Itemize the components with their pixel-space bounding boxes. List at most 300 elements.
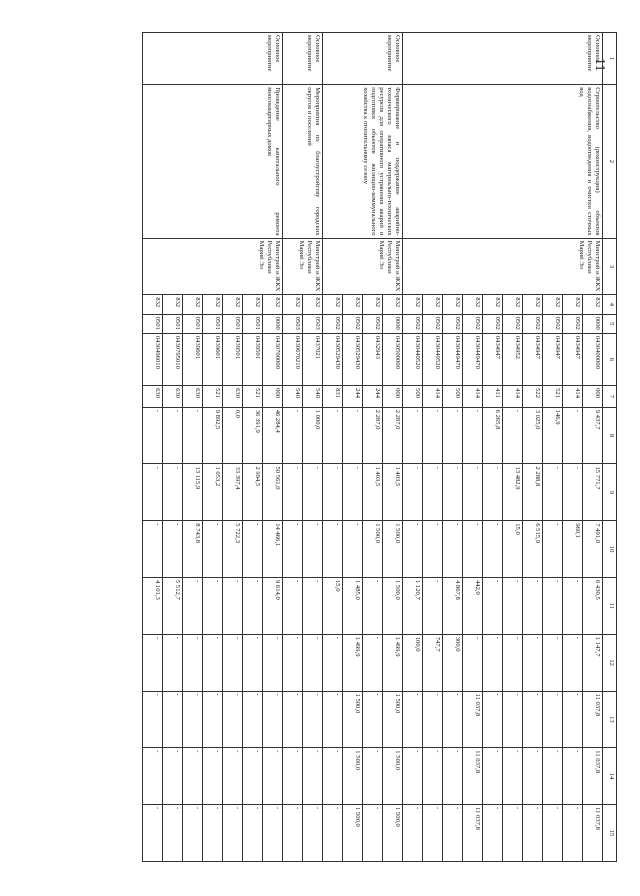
- amount-cell: -: [343, 407, 363, 464]
- budget-code-cell: 0430449470: [443, 333, 463, 385]
- amount-cell: -: [563, 691, 583, 748]
- amount-cell: -: [323, 464, 343, 521]
- amount-cell: 0,0: [223, 407, 243, 464]
- amount-cell: -: [443, 521, 463, 578]
- budget-code-cell: 0432943: [363, 333, 383, 385]
- amount-cell: -: [223, 634, 243, 691]
- amount-cell: 1 499,9: [343, 634, 363, 691]
- amount-cell: -: [363, 634, 383, 691]
- amount-cell: -: [203, 634, 223, 691]
- amount-cell: -: [223, 691, 243, 748]
- amount-cell: 33 397,4: [223, 464, 243, 521]
- budget-code-cell: 832: [283, 295, 303, 314]
- budget-code-cell: 521: [243, 386, 263, 408]
- amount-cell: -: [323, 407, 343, 464]
- amount-cell: -: [543, 464, 563, 521]
- amount-cell: -: [543, 521, 563, 578]
- activity-type: Основное мероприятие: [403, 33, 603, 85]
- amount-cell: 9 892,5: [203, 407, 223, 464]
- amount-cell: -: [143, 805, 163, 862]
- amount-cell: -: [243, 691, 263, 748]
- amount-cell: -: [303, 748, 323, 805]
- budget-code-cell: 0502: [403, 314, 423, 333]
- budget-code-cell: 0501: [223, 314, 243, 333]
- amount-cell: -: [463, 407, 483, 464]
- amount-cell: -: [263, 691, 283, 748]
- amount-cell: -: [403, 464, 423, 521]
- amount-cell: -: [283, 521, 303, 578]
- amount-cell: 960,1: [563, 521, 583, 578]
- budget-code-cell: 0000: [263, 314, 283, 333]
- responsible-agency: Минстрой и ЖКХ Республики Марий Эл: [323, 238, 403, 295]
- column-header: 10: [603, 521, 617, 578]
- amount-cell: -: [443, 691, 463, 748]
- budget-code-cell: 832: [583, 295, 603, 314]
- amount-cell: 1 053,2: [203, 464, 223, 521]
- budget-code-cell: 0434947: [483, 333, 503, 385]
- amount-cell: -: [523, 748, 543, 805]
- amount-cell: -: [303, 634, 323, 691]
- amount-cell: -: [143, 464, 163, 521]
- amount-cell: -: [323, 691, 343, 748]
- amount-cell: 1 485,0: [343, 577, 363, 634]
- budget-code-cell: 832: [483, 295, 503, 314]
- amount-cell: 11 037,8: [463, 748, 483, 805]
- amount-cell: 11 037,8: [583, 748, 603, 805]
- amount-cell: -: [183, 634, 203, 691]
- amount-cell: -: [543, 748, 563, 805]
- amount-cell: -: [243, 634, 263, 691]
- amount-cell: 442,0: [463, 577, 483, 634]
- budget-code-cell: 0502: [463, 314, 483, 333]
- budget-code-cell: 0502: [423, 314, 443, 333]
- amount-cell: -: [163, 634, 183, 691]
- amount-cell: -: [143, 748, 163, 805]
- amount-cell: 5 722,3: [223, 521, 243, 578]
- amount-cell: 13 115,9: [183, 464, 203, 521]
- budget-table: [142, 32, 617, 862]
- activity-name: Строительство (реконструкция) объектов водоснабжения, водоотведения и очистки сточных вод: [403, 85, 603, 238]
- amount-cell: 1 500,0: [383, 805, 403, 862]
- amount-cell: -: [523, 805, 543, 862]
- amount-cell: 7 491,0: [583, 521, 603, 578]
- amount-cell: -: [183, 691, 203, 748]
- budget-code-cell: 414: [503, 386, 523, 408]
- budget-code-cell: 832: [223, 295, 243, 314]
- amount-cell: 1 403,5: [363, 464, 383, 521]
- amount-cell: 8 743,8: [183, 521, 203, 578]
- budget-code-cell: 0000: [583, 314, 603, 333]
- budget-code-cell: 414: [463, 386, 483, 408]
- budget-code-cell: 000: [383, 386, 403, 408]
- amount-cell: 1 403,5: [383, 464, 403, 521]
- budget-code-cell: 832: [163, 295, 183, 314]
- amount-cell: -: [523, 577, 543, 634]
- amount-cell: 1 500,0: [343, 805, 363, 862]
- budget-code-cell: 0502: [323, 314, 343, 333]
- column-header: 12: [603, 634, 617, 691]
- budget-code-cell: 244: [363, 386, 383, 408]
- budget-code-cell: 832: [263, 295, 283, 314]
- column-header: 15: [603, 805, 617, 862]
- budget-code-cell: 0430449520: [403, 333, 423, 385]
- budget-code-cell: 0439501: [243, 333, 263, 385]
- amount-cell: -: [363, 748, 383, 805]
- budget-code-cell: 832: [523, 295, 543, 314]
- amount-cell: -: [243, 805, 263, 862]
- amount-cell: 50 561,0: [263, 464, 283, 521]
- table-row: [583, 33, 603, 862]
- amount-cell: -: [463, 521, 483, 578]
- amount-cell: -: [483, 577, 503, 634]
- rotated-sheet: [87, 32, 617, 862]
- budget-code-cell: 521: [203, 386, 223, 408]
- amount-cell: 2 287,0: [363, 407, 383, 464]
- amount-cell: -: [403, 521, 423, 578]
- budget-code-cell: 0502: [523, 314, 543, 333]
- amount-cell: -: [343, 464, 363, 521]
- amount-cell: 6 515,9: [523, 521, 543, 578]
- amount-cell: 2 994,5: [243, 464, 263, 521]
- budget-code-cell: 0434947: [563, 333, 583, 385]
- amount-cell: -: [463, 464, 483, 521]
- amount-cell: -: [183, 577, 203, 634]
- amount-cell: -: [283, 407, 303, 464]
- budget-code-cell: 831: [323, 386, 343, 408]
- budget-code-cell: 0430795010: [163, 333, 183, 385]
- budget-code-cell: 0437021: [303, 333, 323, 385]
- amount-cell: -: [563, 748, 583, 805]
- amount-cell: -: [483, 748, 503, 805]
- amount-cell: -: [263, 634, 283, 691]
- amount-cell: -: [543, 691, 563, 748]
- budget-code-cell: 540: [283, 386, 303, 408]
- amount-cell: -: [423, 805, 443, 862]
- amount-cell: 14 466,1: [263, 521, 283, 578]
- amount-cell: -: [563, 464, 583, 521]
- amount-cell: -: [503, 805, 523, 862]
- amount-cell: 11 037,8: [463, 691, 483, 748]
- amount-cell: -: [283, 577, 303, 634]
- table-header: [603, 33, 617, 862]
- budget-code-cell: 0502: [483, 314, 503, 333]
- budget-code-cell: 630: [223, 386, 243, 408]
- amount-cell: -: [443, 805, 463, 862]
- budget-code-cell: 521: [543, 386, 563, 408]
- budget-code-cell: 832: [383, 295, 403, 314]
- table-row: [303, 33, 323, 862]
- amount-cell: -: [463, 634, 483, 691]
- amount-cell: 1 499,9: [383, 634, 403, 691]
- amount-cell: 4 867,8: [443, 577, 463, 634]
- amount-cell: -: [303, 691, 323, 748]
- amount-cell: -: [163, 407, 183, 464]
- activity-type: Основное мероприятие: [283, 33, 323, 85]
- column-header: 2: [603, 85, 617, 238]
- budget-code-cell: 832: [243, 295, 263, 314]
- amount-cell: -: [303, 521, 323, 578]
- amount-cell: 11 037,8: [583, 691, 603, 748]
- amount-cell: -: [403, 691, 423, 748]
- budget-code-cell: 0430529430: [323, 333, 343, 385]
- amount-cell: -: [323, 634, 343, 691]
- amount-cell: 9 437,7: [583, 407, 603, 464]
- budget-code-cell: 000: [263, 386, 283, 408]
- amount-cell: -: [283, 634, 303, 691]
- amount-cell: -: [323, 805, 343, 862]
- budget-code-cell: 832: [543, 295, 563, 314]
- amount-cell: -: [143, 521, 163, 578]
- amount-cell: 1 500,0: [383, 748, 403, 805]
- amount-cell: -: [523, 691, 543, 748]
- page-number: 11: [592, 58, 607, 72]
- amount-cell: -: [263, 748, 283, 805]
- budget-code-cell: 832: [443, 295, 463, 314]
- budget-code-cell: 832: [323, 295, 343, 314]
- amount-cell: -: [183, 805, 203, 862]
- amount-cell: -: [163, 691, 183, 748]
- budget-code-cell: 0502: [503, 314, 523, 333]
- column-header: 14: [603, 748, 617, 805]
- budget-code-cell: 832: [463, 295, 483, 314]
- column-header: 6: [603, 333, 617, 385]
- budget-code-cell: 411: [483, 386, 503, 408]
- budget-code-cell: 414: [563, 386, 583, 408]
- amount-cell: -: [563, 407, 583, 464]
- amount-cell: -: [483, 805, 503, 862]
- amount-cell: -: [203, 748, 223, 805]
- amount-cell: 4 101,3: [143, 577, 163, 634]
- column-header: 5: [603, 314, 617, 333]
- amount-cell: -: [303, 577, 323, 634]
- responsible-agency: Минстрой и ЖКХ Республики Марий Эл: [403, 238, 603, 295]
- amount-cell: 36 391,9: [243, 407, 263, 464]
- budget-code-cell: 0503: [283, 314, 303, 333]
- column-header: 3: [603, 238, 617, 295]
- table-body: [143, 33, 603, 862]
- amount-cell: -: [503, 691, 523, 748]
- amount-cell: -: [503, 577, 523, 634]
- budget-code-cell: 0430449520: [423, 333, 443, 385]
- amount-cell: -: [563, 634, 583, 691]
- column-header: 4: [603, 295, 617, 314]
- amount-cell: -: [423, 748, 443, 805]
- amount-cell: 1 120,7: [403, 577, 423, 634]
- amount-cell: -: [283, 805, 303, 862]
- amount-cell: -: [143, 691, 163, 748]
- amount-cell: 5 512,7: [163, 577, 183, 634]
- amount-cell: -: [223, 748, 243, 805]
- amount-cell: -: [183, 748, 203, 805]
- amount-cell: -: [543, 805, 563, 862]
- amount-cell: -: [143, 407, 163, 464]
- budget-code-cell: 0501: [203, 314, 223, 333]
- amount-cell: -: [503, 748, 523, 805]
- amount-cell: -: [243, 577, 263, 634]
- budget-code-cell: 832: [303, 295, 323, 314]
- amount-cell: -: [203, 521, 223, 578]
- amount-cell: -: [163, 805, 183, 862]
- amount-cell: -: [443, 748, 463, 805]
- budget-code-cell: 244: [343, 386, 363, 408]
- amount-cell: -: [203, 691, 223, 748]
- amount-cell: -: [343, 521, 363, 578]
- budget-code-cell: 0430700000: [263, 333, 283, 385]
- activity-type: Основное мероприятие: [323, 33, 403, 85]
- budget-code-cell: 0434947: [543, 333, 563, 385]
- amount-cell: -: [143, 634, 163, 691]
- budget-code-cell: 0434952: [503, 333, 523, 385]
- amount-cell: 2 288,8: [523, 464, 543, 521]
- amount-cell: 1 500,0: [383, 691, 403, 748]
- responsible-agency: Минстрой и ЖКХ Республики Марий Эл: [283, 238, 323, 295]
- budget-code-cell: 0434947: [523, 333, 543, 385]
- amount-cell: -: [223, 577, 243, 634]
- column-header: 8: [603, 407, 617, 464]
- amount-cell: 46 284,4: [263, 407, 283, 464]
- amount-cell: -: [263, 805, 283, 862]
- budget-code-cell: 832: [563, 295, 583, 314]
- amount-cell: -: [163, 521, 183, 578]
- amount-cell: -: [563, 805, 583, 862]
- budget-code-cell: 0501: [143, 314, 163, 333]
- amount-cell: -: [243, 748, 263, 805]
- column-header: 13: [603, 691, 617, 748]
- amount-cell: -: [363, 805, 383, 862]
- budget-code-cell: 0439501: [223, 333, 243, 385]
- amount-cell: -: [163, 464, 183, 521]
- amount-cell: -: [303, 464, 323, 521]
- activity-name: Формирование и поддержание аварийно-технического запаса материально-технических ресурсов для оперативного устранения аварий и подготовки объектов жилищно-коммунального хозяйства к отопительному сезону: [323, 85, 403, 238]
- amount-cell: -: [423, 691, 443, 748]
- budget-code-cell: 832: [423, 295, 443, 314]
- amount-cell: -: [403, 805, 423, 862]
- budget-code-cell: 0501: [163, 314, 183, 333]
- amount-cell: -: [443, 464, 463, 521]
- amount-cell: -: [323, 748, 343, 805]
- amount-cell: -: [323, 521, 343, 578]
- amount-cell: 1 147,7: [583, 634, 603, 691]
- amount-cell: 11 037,8: [463, 805, 483, 862]
- amount-cell: -: [283, 691, 303, 748]
- amount-cell: -: [403, 407, 423, 464]
- budget-code-cell: 832: [343, 295, 363, 314]
- amount-cell: -: [503, 407, 523, 464]
- budget-code-cell: 0501: [243, 314, 263, 333]
- budget-code-cell: 0502: [443, 314, 463, 333]
- amount-cell: 6 430,5: [583, 577, 603, 634]
- amount-cell: -: [483, 634, 503, 691]
- amount-cell: -: [483, 521, 503, 578]
- amount-cell: -: [523, 634, 543, 691]
- amount-cell: -: [423, 521, 443, 578]
- activity-name: Проведение капитального ремонта многоквартирных домов: [143, 85, 283, 238]
- amount-cell: 146,9: [543, 407, 563, 464]
- amount-cell: -: [243, 521, 263, 578]
- amount-cell: -: [543, 577, 563, 634]
- amount-cell: 15 771,7: [583, 464, 603, 521]
- amount-cell: -: [363, 577, 383, 634]
- budget-code-cell: 832: [143, 295, 163, 314]
- column-header: 1: [603, 33, 617, 85]
- budget-code-cell: 630: [143, 386, 163, 408]
- budget-code-cell: 832: [203, 295, 223, 314]
- budget-code-cell: 0439601: [183, 333, 203, 385]
- budget-code-cell: 0430400000: [583, 333, 603, 385]
- budget-code-cell: 522: [523, 386, 543, 408]
- budget-code-cell: 630: [183, 386, 203, 408]
- budget-code-cell: 0502: [563, 314, 583, 333]
- budget-code-cell: 832: [503, 295, 523, 314]
- amount-cell: 15,0: [503, 521, 523, 578]
- amount-cell: 13 482,9: [503, 464, 523, 521]
- activity-name: Мероприятия по благоустройству городских округов и поселений: [283, 85, 323, 238]
- amount-cell: -: [563, 577, 583, 634]
- budget-code-cell: 0430529430: [343, 333, 363, 385]
- budget-code-cell: 0503: [303, 314, 323, 333]
- budget-code-cell: 000: [583, 386, 603, 408]
- amount-cell: -: [283, 464, 303, 521]
- budget-code-cell: 0501: [183, 314, 203, 333]
- column-header: 9: [603, 464, 617, 521]
- amount-cell: 747,7: [423, 634, 443, 691]
- amount-cell: 2 287,0: [383, 407, 403, 464]
- budget-code-cell: 832: [363, 295, 383, 314]
- amount-cell: -: [203, 577, 223, 634]
- amount-cell: 9 614,0: [263, 577, 283, 634]
- budget-code-cell: 414: [423, 386, 443, 408]
- budget-code-cell: 0502: [343, 314, 363, 333]
- budget-code-cell: 0430496010: [143, 333, 163, 385]
- budget-code-cell: 0439601: [203, 333, 223, 385]
- budget-code-cell: 0000: [383, 314, 403, 333]
- amount-cell: 100,0: [403, 634, 423, 691]
- amount-cell: -: [443, 407, 463, 464]
- amount-cell: 6 265,8: [483, 407, 503, 464]
- responsible-agency: Минстрой и ЖКХ Республики Марий Эл: [143, 238, 283, 295]
- budget-code-cell: 832: [403, 295, 423, 314]
- amount-cell: -: [203, 805, 223, 862]
- budget-code-cell: 500: [443, 386, 463, 408]
- amount-cell: -: [423, 407, 443, 464]
- amount-cell: -: [163, 748, 183, 805]
- budget-code-cell: 0502: [543, 314, 563, 333]
- amount-cell: 1 500,0: [383, 521, 403, 578]
- column-header: 7: [603, 386, 617, 408]
- budget-code-cell: 0430670210: [283, 333, 303, 385]
- amount-cell: -: [423, 464, 443, 521]
- budget-code-cell: 832: [183, 295, 203, 314]
- amount-cell: 1 000,0: [303, 407, 323, 464]
- amount-cell: 15,0: [323, 577, 343, 634]
- table-row: [263, 33, 283, 862]
- amount-cell: -: [283, 748, 303, 805]
- activity-type: Основное мероприятие: [143, 33, 283, 85]
- amount-cell: -: [403, 748, 423, 805]
- amount-cell: -: [223, 805, 243, 862]
- amount-cell: 300,0: [443, 634, 463, 691]
- budget-code-cell: 500: [403, 386, 423, 408]
- amount-cell: 1 500,0: [383, 577, 403, 634]
- amount-cell: -: [483, 691, 503, 748]
- budget-code-cell: 0430449470: [463, 333, 483, 385]
- amount-cell: -: [543, 634, 563, 691]
- amount-cell: 1 500,0: [343, 691, 363, 748]
- table-row: [383, 33, 403, 862]
- budget-code-cell: 0502: [363, 314, 383, 333]
- amount-cell: -: [363, 691, 383, 748]
- budget-code-cell: 630: [163, 386, 183, 408]
